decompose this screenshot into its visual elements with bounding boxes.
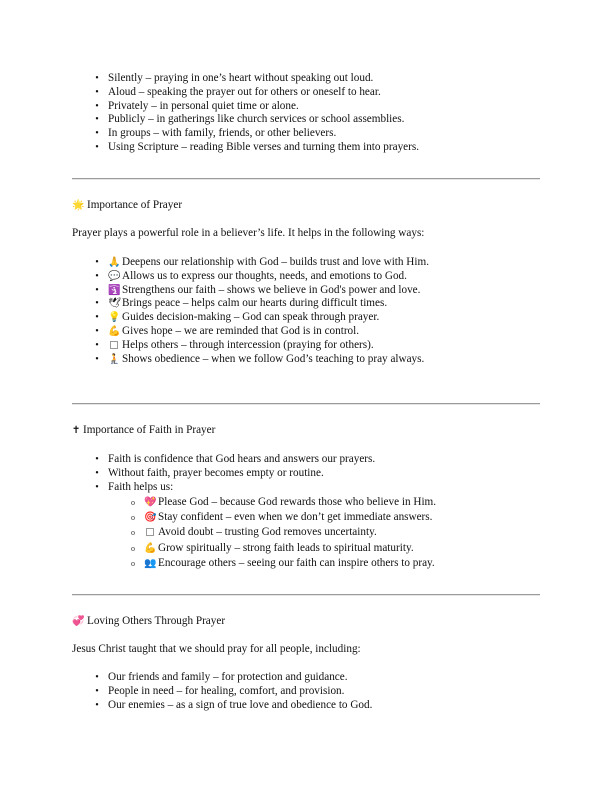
sub-list-item [131,495,437,510]
faith-list [95,453,376,494]
bullet: • [95,73,99,84]
bullet: • [95,467,99,479]
list-item [95,72,419,86]
section-heading-importance-of-prayer [72,198,182,213]
list-item [95,127,419,141]
list-item-text: Faith helps us: [108,480,174,493]
list-item [95,324,429,339]
list-item [95,269,429,284]
circle-bullet: o [131,498,135,507]
bullet: • [95,672,99,683]
list-item-text: Faith is confidence that God hears and answers our prayers. [108,453,376,465]
list-item-text: Publicly – in gatherings like church services or school assemblies. [108,113,405,126]
list-item [95,311,429,325]
bullet: • [95,141,99,153]
list-item-text: Our friends and family – for protection and guidance. [108,671,348,683]
speech-bubble-icon: 💬 [108,270,121,282]
section-divider [72,178,540,180]
bullet: • [95,699,99,711]
list-item [95,698,373,713]
loving-others-list [95,671,373,712]
bullet: • [95,339,99,351]
star-icon: 🌟 [72,200,85,211]
list-item [95,684,372,699]
sub-list-item [131,510,436,525]
bullet: • [95,312,99,324]
place-of-worship-icon: 🛐 [108,284,121,296]
bullet: • [95,86,99,98]
list-item [95,113,419,127]
bullet: • [95,128,99,140]
heart-icon: 💖 [144,497,157,508]
list-item [95,85,419,100]
bullet: • [95,257,99,268]
section-divider [72,403,540,405]
list-item-text: Privately – in personal quiet time or alone. [108,99,299,112]
circle-bullet: o [131,558,135,568]
sub-list-item [131,541,436,556]
section-heading-faith-in-prayer [72,423,215,438]
heading-text: Loving Others Through Prayer [87,615,226,627]
missing-glyph-icon [146,528,154,536]
list-item-text: Stay confident – even when we don’t get immediate answers. [158,511,433,524]
circle-bullet: o [131,513,135,523]
list-item-text: Silently – praying in one’s heart without speaking out loud. [108,72,374,84]
sub-list-item [131,556,436,571]
list-item-text: Brings peace – helps calm our hearts during difficult times. [122,297,388,310]
list-item-text: Helps others – through intercession (praying for others). [122,338,374,351]
list-item-text: Encourage others – seeing our faith can inspire others to pray. [158,556,435,569]
kneeling-people-icon: 🧎 [108,353,121,365]
bullet: • [95,481,99,493]
list-item-text: Deepens our relationship with God – builds trust and love with Him. [122,256,429,268]
list-item-text: Shows obedience – when we follow God’s teaching to pray always. [122,352,425,365]
list-item-text: Strengthens our faith – shows we believe in God's power and love. [122,283,421,296]
list-item-text: Guides decision-making – God can speak through prayer. [122,311,380,324]
section-heading-loving-others [72,614,225,629]
two-hearts-icon: 💞 [72,616,85,627]
list-item [95,453,376,467]
list-item [95,283,429,298]
praying-hands-icon: 🙏 [108,257,121,268]
list-item [95,297,429,311]
list-item [95,466,375,481]
list-item-text: Allows us to express our thoughts, needs, and emotions to God. [122,269,407,282]
list-item [95,671,372,685]
heading-text: Importance of Prayer [87,199,183,211]
loving-others-intro: Jesus Christ taught that we should pray for all people, including: [72,643,361,655]
circle-bullet: o [131,543,135,553]
bullet: • [95,100,99,112]
bullet: • [95,284,99,296]
list-item [95,99,419,114]
bullet: • [95,353,99,365]
list-item-text: People in need – for healing, comfort, and provision. [108,684,345,697]
dove-icon: 🕊 [108,298,121,310]
bullet: • [95,270,99,282]
missing-glyph-icon [110,341,118,349]
bullet: • [95,325,99,337]
circle-bullet: o [131,528,135,538]
list-item-text: Without faith, prayer becomes empty or routine. [108,466,324,479]
list-item [95,352,429,367]
list-item-text: Grow spiritually – strong faith leads to spiritual maturity. [158,541,414,554]
lightbulb-icon: 💡 [108,312,121,324]
list-item-text: Aloud – speaking the prayer out for others or oneself to hear. [108,85,381,98]
flexed-biceps-icon: 💪 [108,325,121,337]
sub-list-item [131,525,436,540]
list-item-text: Using Scripture – reading Bible verses and turning them into prayers. [108,140,420,153]
list-item [95,480,375,495]
bullet: • [95,685,99,697]
cross-icon: ✝ [72,425,81,436]
list-item-text: Please God – because God rewards those who believe in Him. [158,496,437,508]
list-item-text: Our enemies – as a sign of true love and obedience to God. [108,698,373,711]
bullet: • [95,114,99,126]
list-item-text: Avoid doubt – trusting God removes uncertainty. [158,526,377,539]
prayer-methods-list [95,72,420,155]
importance-list [95,256,429,366]
list-item [95,338,429,353]
section-divider [72,594,540,596]
bullet: • [95,454,99,465]
bullet: • [95,298,99,310]
faith-helps-sublist [131,495,437,571]
list-item [95,140,420,155]
target-icon: 🎯 [144,512,157,524]
list-item [95,256,429,270]
list-item-text: In groups – with family, friends, or other believers. [108,127,337,140]
importance-intro: Prayer plays a powerful role in a believer’s life. It helps in the following ways: [72,227,425,239]
list-item-text: Gives hope – we are reminded that God is in control. [122,324,360,337]
people-icon: 👥 [144,557,157,569]
flexed-biceps-icon: 💪 [144,542,157,554]
heading-text: Importance of Faith in Prayer [83,424,216,436]
